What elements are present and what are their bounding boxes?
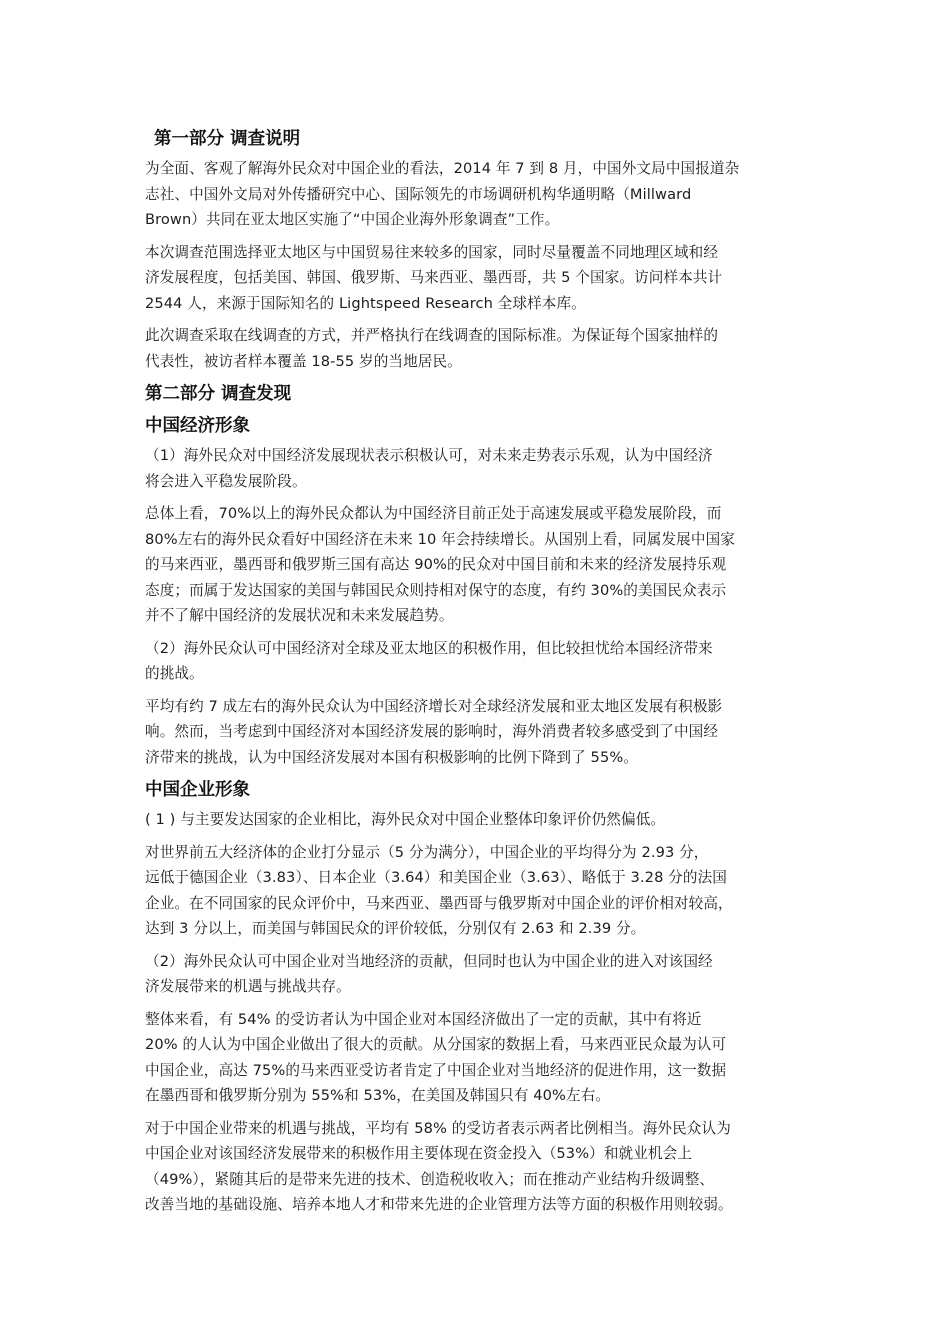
paragraph: （1）海外民众对中国经济发展现状表示积极认可，对未来走势表示乐观，认为中国经济 将会进入平稳发展阶段。 <box>145 447 713 490</box>
subsection-heading-economy: 中国经济形象 <box>145 416 250 436</box>
subsection-heading-enterprise: 中国企业形象 <box>145 780 250 800</box>
paragraph: （2）海外民众认可中国经济对全球及亚太地区的积极作用，但比较担忧给本国经济带来 的挑战。 <box>145 639 713 682</box>
paragraph: （2）海外民众认可中国企业对当地经济的贡献，但同时也认为中国企业的进入对该国经 济发展带来的机遇与挑战共存。 <box>145 952 713 995</box>
paragraph: ( 1 ) 与主要发达国家的企业相比，海外民众对中国企业整体印象评价仍然偏低。 <box>145 811 666 828</box>
paragraph: 此次调查采取在线调查的方式，并严格执行在线调查的国际标准。为保证每个国家抽样的 代表性，被访者样本覆盖 18-55 岁的当地居民。 <box>145 327 719 370</box>
paragraph: 本次调查范围选择亚太地区与中国贸易往来较多的国家，同时尽量覆盖不同地理区域和经 济发展程度，包括美国、韩国、俄罗斯、马来西亚、墨西哥，共 5 个国家。访问样本共计 2544 人，来源于国际知名的 Lightspeed Research 全球样本库。 <box>145 243 723 312</box>
document-page <box>145 126 815 1225</box>
paragraph: 对世界前五大经济体的企业打分显示（5 分为满分），中国企业的平均得分为 2.93 分， 远低于德国企业（3.83）、日本企业（3.64）和美国企业（3.63）、略低于 3.28 分的法国 企业。在不同国家的民众评价中，马来西亚、墨西哥与俄罗斯对中国企业的评价相对较高， 达到 3 分以上，而美国与韩国民众的评价较低，分别仅有 2.63 和 2.39 分。 <box>145 843 733 937</box>
paragraph: 平均有约 7 成左右的海外民众认为中国经济增长对全球经济发展和亚太地区发展有积极影 响。然而，当考虑到中国经济对本国经济发展的影响时，海外消费者较多感受到了中国经 济带来的挑战，认为中国经济发展对本国有积极影响的比例下降到了 55%。 <box>145 697 723 766</box>
paragraph: 整体来看，有 54% 的受访者认为中国企业对本国经济做出了一定的贡献，其中有将近 20% 的人认为中国企业做出了很大的贡献。从分国家的数据上看，马来西亚民众最为认可 中国企业，高达 75%的马来西亚受访者肯定了中国企业对当地经济的促进作用，这一数据 在墨西哥和俄罗斯分别为 55%和 53%，在美国及韩国只有 40%左右。 <box>145 1010 727 1104</box>
paragraph: 总体上看，70%以上的海外民众都认为中国经济目前正处于高速发展或平稳发展阶段，而 80%左右的海外民众看好中国经济在未来 10 年会持续增长。从国别上看，同属发展中国家 的马来西亚，墨西哥和俄罗斯三国有高达 90%的民众对中国目前和未来的经济发展持乐观 态度；而属于发达国家的美国与韩国民众则持相对保守的态度，有约 30%的美国民众表示 并不了解中国经济的发展状况和未来发展趋势。 <box>145 505 735 624</box>
paragraph: 对于中国企业带来的机遇与挑战，平均有 58% 的受访者表示两者比例相当。海外民众认为 中国企业对该国经济发展带来的积极作用主要体现在资金投入（53%）和就业机会上 （49%），紧随其后的是带来先进的技术、创造税收收入；而在推动产业结构升级调整、 改善当地的基础设施、培养本地人才和带来先进的企业管理方法等方面的积极作用则较弱。 <box>145 1119 733 1213</box>
section-heading-part2: 第二部分 调查发现 <box>145 384 292 404</box>
section-heading-part1: 第一部分 调查说明 <box>154 129 301 149</box>
paragraph: 为全面、客观了解海外民众对中国企业的看法，2014 年 7 到 8 月，中国外文局中国报道杂 志社、中国外文局对外传播研究中心、国际领先的市场调研机构华通明略（Millward Brown）共同在亚太地区实施了“中国企业海外形象调查”工作。 <box>145 160 740 228</box>
